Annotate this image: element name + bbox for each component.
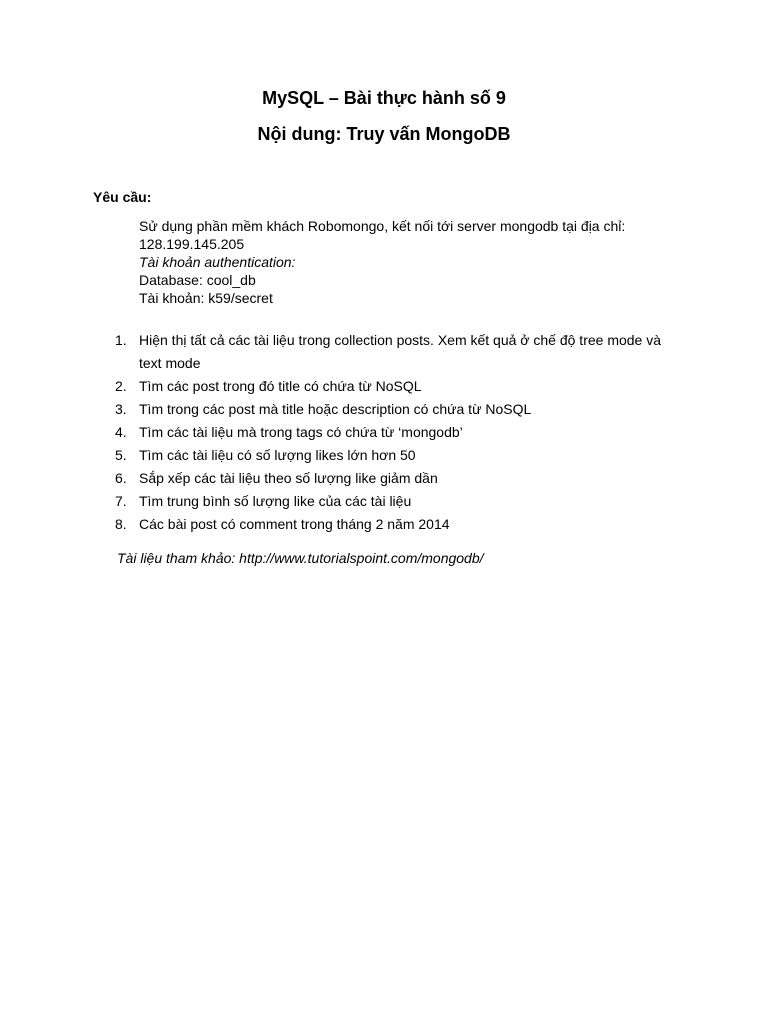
task-item: [0, 467, 768, 490]
task-number: 1.: [115, 332, 127, 348]
account-credentials: Tài khoản: k59/secret: [139, 290, 273, 306]
task-number: 5.: [115, 447, 127, 463]
requirements-heading: Yêu cầu:: [93, 189, 152, 205]
task-text: Sắp xếp các tài liệu theo số lượng like giảm dần: [139, 470, 438, 486]
task-list: [0, 329, 768, 536]
database-name: Database: cool_db: [139, 272, 256, 288]
task-item: [0, 398, 768, 421]
task-item: [0, 375, 768, 398]
auth-label: Tài khoản authentication:: [139, 254, 296, 270]
task-item: [0, 329, 768, 375]
task-number: 7.: [115, 493, 127, 509]
reference-note: Tài liệu tham khảo: http://www.tutorialspoint.com/mongodb/: [117, 550, 484, 566]
task-text: Tìm trung bình số lượng like của các tài liệu: [139, 493, 412, 509]
server-address: 128.199.145.205: [139, 236, 245, 252]
task-number: 6.: [115, 470, 127, 486]
task-item: [0, 444, 768, 467]
document-subtitle: Nội dung: Truy vấn MongoDB: [257, 124, 511, 144]
task-text: Hiện thị tất cả các tài liệu trong collection posts. Xem kết quả ở chế độ tree mode và text mode: [139, 332, 662, 371]
connection-info: [139, 217, 625, 307]
task-text: Tìm các post trong đó title có chứa từ NoSQL: [139, 378, 422, 394]
task-text: Tìm trong các post mà title hoặc description có chứa từ NoSQL: [139, 401, 532, 417]
task-number: 4.: [115, 424, 127, 440]
task-item: [0, 490, 768, 513]
task-text: Tìm các tài liệu có số lượng likes lớn hơn 50: [139, 447, 416, 463]
task-item: [0, 421, 768, 444]
task-item: [0, 513, 768, 536]
task-number: 2.: [115, 378, 127, 394]
document-title: MySQL – Bài thực hành số 9: [262, 88, 506, 108]
task-number: 3.: [115, 401, 127, 417]
task-text: Tìm các tài liệu mà trong tags có chứa từ ‘mongodb’: [139, 424, 463, 440]
task-number: 8.: [115, 516, 127, 532]
connection-instruction: Sử dụng phần mềm khách Robomongo, kết nối tới server mongodb tại địa chỉ:: [139, 218, 626, 234]
task-text: Các bài post có comment trong tháng 2 năm 2014: [139, 516, 450, 532]
